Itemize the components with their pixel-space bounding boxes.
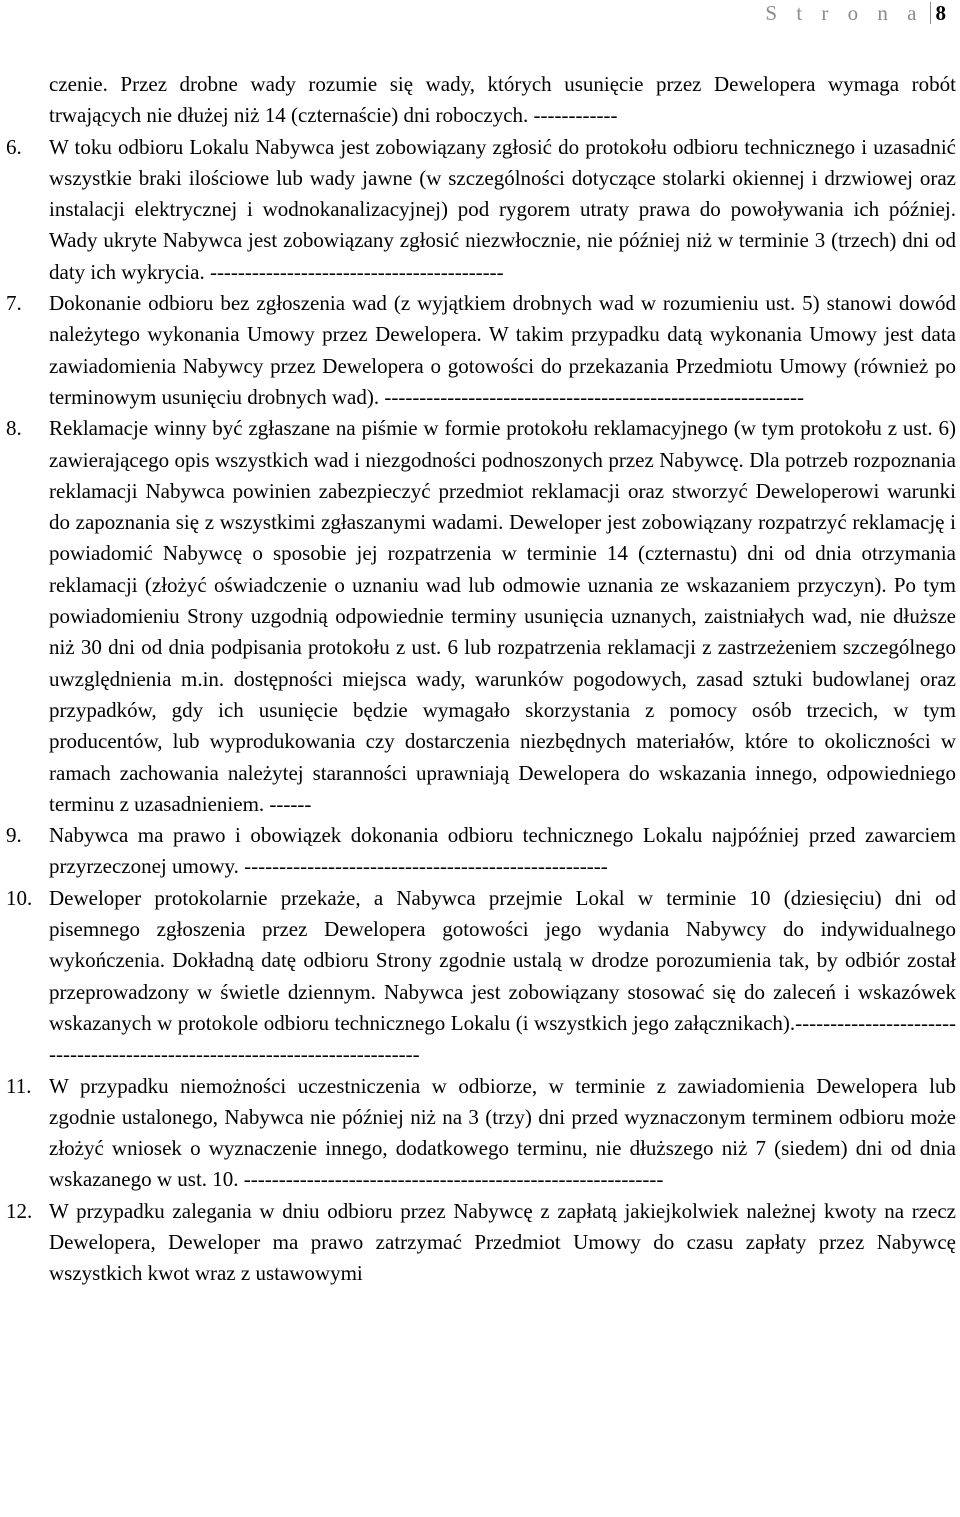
list-item <box>6 883 956 1071</box>
continued-paragraph: czenie. Przez drobne wady rozumie się wady, których usunięcie przez Dewelopera wymaga robót trwających nie dłużej niż 14 (czternaście) dni roboczych. ------------ <box>49 72 956 128</box>
item-text: W toku odbioru Lokalu Nabywca jest zobowiązany zgłosić do protokołu odbioru technicznego i uzasadnić wszystkie braki ilościowe lub wady jawne (w szczególności dotyczące stolarki okiennej i drzwiowej oraz instalacji elektrycznej i wodnokanalizacyjnej) pod rygorem utraty prawa do powoływania ich później. Wady ukryte Nabywca jest zobowiązany zgłosić niezwłocznie, nie później niż w terminie 3 (trzech) dni od daty ich wykrycia. ------------------------------------------ <box>49 134 956 284</box>
item-text: Dokonanie odbioru bez zgłoszenia wad (z wyjątkiem drobnych wad w rozumieniu ust. 5) stanowi dowód należytego wykonania Umowy przez Dewelopera. W takim przypadku datą wykonania Umowy jest data zawiadomienia Nabywcy przez Dewelopera o gotowości do przekazania Przedmiotu Umowy (również po terminowym usunięciu drobnych wad). ------------------------------------------------------------ <box>49 291 956 409</box>
item-number: 10. <box>6 885 33 910</box>
item-text: W przypadku zalegania w dniu odbioru przez Nabywcę z zapłatą jakiejkolwiek należnej kwoty na rzecz Dewelopera, Deweloper ma prawo zatrzymać Przedmiot Umowy do czasu zapłaty przez Nabywcę wszystkich kwot wraz z ustawowymi <box>49 1198 956 1286</box>
list-item <box>6 1071 956 1196</box>
page-number: 8 <box>935 0 946 25</box>
list-item <box>6 413 956 820</box>
item-number: 7. <box>6 291 22 316</box>
item-number: 6. <box>6 134 22 159</box>
item-number: 9. <box>6 823 22 848</box>
item-text: Reklamacje winny być zgłaszane na piśmie w formie protokołu reklamacyjnego (w tym protokołu z ust. 6) zawierającego opis wszystkich wad i niezgodności podnoszonych przez Nabywcę. Dla potrzeb rozpoznania reklamacji Nabywca powinien zabezpieczyć przedmiot reklamacji oraz stworzyć Deweloperowi warunki do zapoznania się z wszystkimi zgłaszanymi wadami. Deweloper jest zobowiązany rozpatrzyć reklamację i powiadomić Nabywcę o sposobie jej rozpatrzenia w terminie 14 (czternastu) dni od dnia otrzymania reklamacji (złożyć oświadczenie o uznaniu wad lub odmowie uznania ze wskazaniem przyczyn). Po tym powiadomieniu Strony uzgodnią odpowiednie terminy usunięcia uznanych, zaistniałych wad, nie dłuższe niż 30 dni od dnia podpisania protokołu z ust. 6 lub rozpatrzenia reklamacji z zastrzeżeniem szczególnego uwzględnienia m.in. dostępności miejsca wady, warunków pogodowych, zasad sztuki budowlanej oraz przypadków, gdy ich usunięcie będzie wymagało skorzystania z pomocy osób trzecich, w tym producentów, lub wyprodukowania czy dostarczenia niezbędnych materiałów, które to okoliczności w ramach zachowania należytej staranności uprawniają Dewelopera do wskazania innego, odpowiedniego terminu z uzasadnieniem. ------ <box>49 416 956 816</box>
item-number: 11. <box>6 1073 32 1098</box>
header-divider <box>930 2 931 24</box>
item-text: Nabywca ma prawo i obowiązek dokonania odbioru technicznego Lokalu najpóźniej przed zawarciem przyrzeczonej umowy. ---------------------------------------------------- <box>49 823 956 879</box>
list-item <box>6 132 956 288</box>
document-body <box>6 69 956 1290</box>
item-text: W przypadku niemożności uczestniczenia w odbiorze, w terminie z zawiadomienia Dewelopera lub zgodnie ustalonego, Nabywca nie później niż na 3 (trzy) dni przed wyznaczonym terminem odbioru może złożyć wniosek o wyznaczenie innego, dodatkowego terminu, nie dłuższego niż 7 (siedem) dni od dnia wskazanego w ust. 10. ------------------------------------------------------------ <box>49 1073 956 1192</box>
item-text: Deweloper protokolarnie przekaże, a Nabywca przejmie Lokal w terminie 10 (dziesięciu) dni od pisemnego zgłoszenia przez Dewelopera gotowości jego wydania Nabywcy do indywidualnego wykończenia. Dokładną datę odbioru Strony zgodnie ustalą w drodze porozumienia tak, by odbiór został przeprowadzony w świetle dziennym. Nabywca jest zobowiązany stosować się do zaleceń i wskazówek wskazanych w protokole odbioru technicznego Lokalu (i wszystkich jego załącznikach).---------------------------------------------------------------------------- <box>49 885 956 1067</box>
list-item <box>6 1196 956 1290</box>
item-number: 12. <box>6 1198 33 1223</box>
list-item <box>6 288 956 413</box>
list-item <box>6 820 956 883</box>
page-label: S t r o n a <box>765 0 924 25</box>
page-header <box>765 0 946 26</box>
item-number: 8. <box>6 416 22 441</box>
